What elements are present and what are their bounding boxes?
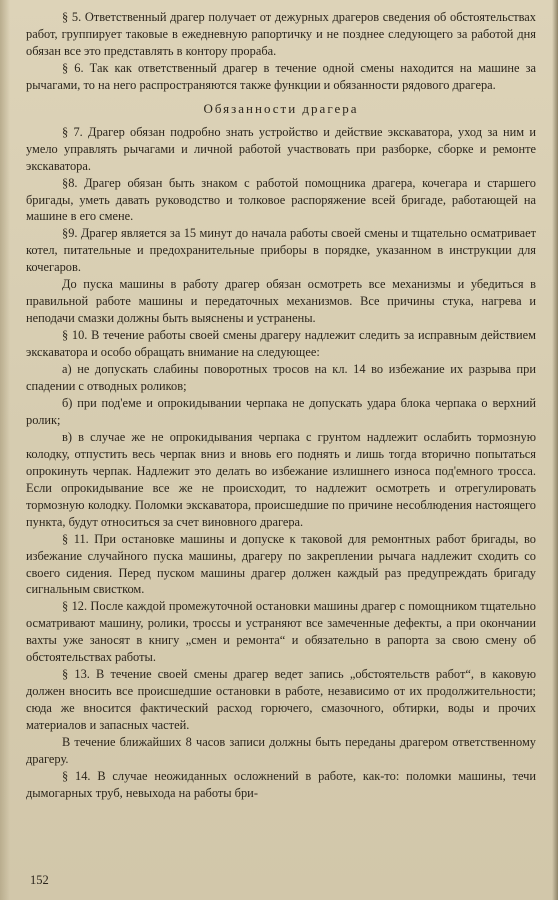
section-heading: Обязанности драгера (203, 100, 359, 116)
paragraph-13-continued: В течение ближайших 8 часов записи должны быть переданы драгером ответственному драгеру. (26, 735, 536, 766)
paragraph-6: § 6. Так как ответственный драгер в течение одной смены находится на машине за рычагами, то на него распространяются также функции и обязанности рядового драгера. (26, 60, 536, 92)
paragraph-11: § 11. При остановке машины и допуске к таковой для ремонтных работ бригады, во избежание случайного пуска машины, драгеру по закреплении рычага надлежит сходить со своего сидения. Перед пуском машины драгер должен каждый раз предупреждать бригаду сигнальным свистком. (26, 531, 536, 597)
paragraph-10-item-b: б) при под'еме и опрокидывании черпака не допускать удара блока черпака о верхний ролик; (26, 395, 536, 427)
paragraph-10-item-a: а) не допускать слабины поворотных тросов на кл. 14 во избежание их разрыва при спадении с отводных роликов; (26, 362, 536, 394)
paragraph-13: § 13. В течение своей смены драгер ведет запись „обстоятельств работ“, в каковую должен вносить все происшедшие остановки в работе, независимо от их продолжительности; сюда же вносится фактический расход горючего, смазочного, обтирки, воды и прочих материалов и запасных частей. (26, 667, 536, 733)
page-number: 152 (30, 873, 49, 887)
paragraph-12: § 12. После каждой промежуточной остановки машины драгер с помощником тщательно осматривают машину, ролики, троссы и устраняют все замеченные дефекты, а при окончании вахты уже заносят в книгу „смен и ремонта“ и обязательно в рапорта за свою смену об обстоятельствах работы. (26, 599, 536, 665)
paragraph-8: §8. Драгер обязан быть знаком с работой помощника драгера, кочегара и старшего бригады, уметь давать руководство и толковое распоряжение всей бригаде, работающей на машине в его смене. (26, 175, 536, 224)
paragraph-10-item-c: в) в случае же не опрокидывания черпака с грунтом надлежит ослабить тормозную колодку, отпустить весь черпак вниз и вновь его поднять и лишь тогда вторично попытаться опрокинуть черпак. Надлежит это делать во избежание излишнего износа под'емного тросса. Если опрокидывание все же не происходит, то надлежит осмотреть и отрегулировать тормозную колодку. Поломки экскаватора, происшедшие по причине несоблюдения настоящего пункта, будут относиться за счет виновного драгера. (26, 429, 536, 529)
paragraph-7: § 7. Драгер обязан подробно знать устройство и действие экскаватора, уход за ним и умело управлять рычагами и личной работой участвовать при разборке, сборке и ремонте экскаватора. (26, 124, 536, 173)
paragraph-9-continued: До пуска машины в работу драгер обязан осмотреть все механизмы и убедиться в правильной работе машины и передаточных механизмов. Все причины стука, нагрева и неподачи смазки должны быть выяснены и устранены. (26, 277, 536, 326)
page-text (26, 9, 536, 802)
paragraph-9: §9. Драгер является за 15 минут до начала работы своей смены и тщательно осматривает котел, питательные и предохранительные приборы в порядке, указанном в инструкции для кочегаров. (26, 226, 536, 275)
paragraph-10: § 10. В течение работы своей смены драгеру надлежит следить за исправным действием экскаватора и особо обращать внимание на следующее: (26, 328, 536, 360)
paragraph-5: § 5. Ответственный драгер получает от дежурных драгеров сведения об обстоятельствах работ, группирует таковые в ежедневную рапортичку и не позднее следующего за работой дня обязан все это представлять в контору прораба. (26, 10, 536, 58)
paragraph-14: § 14. В случае неожиданных осложнений в работе, как-то: поломки машины, течи дымогарных труб, невыхода на работы бри- (26, 768, 536, 800)
